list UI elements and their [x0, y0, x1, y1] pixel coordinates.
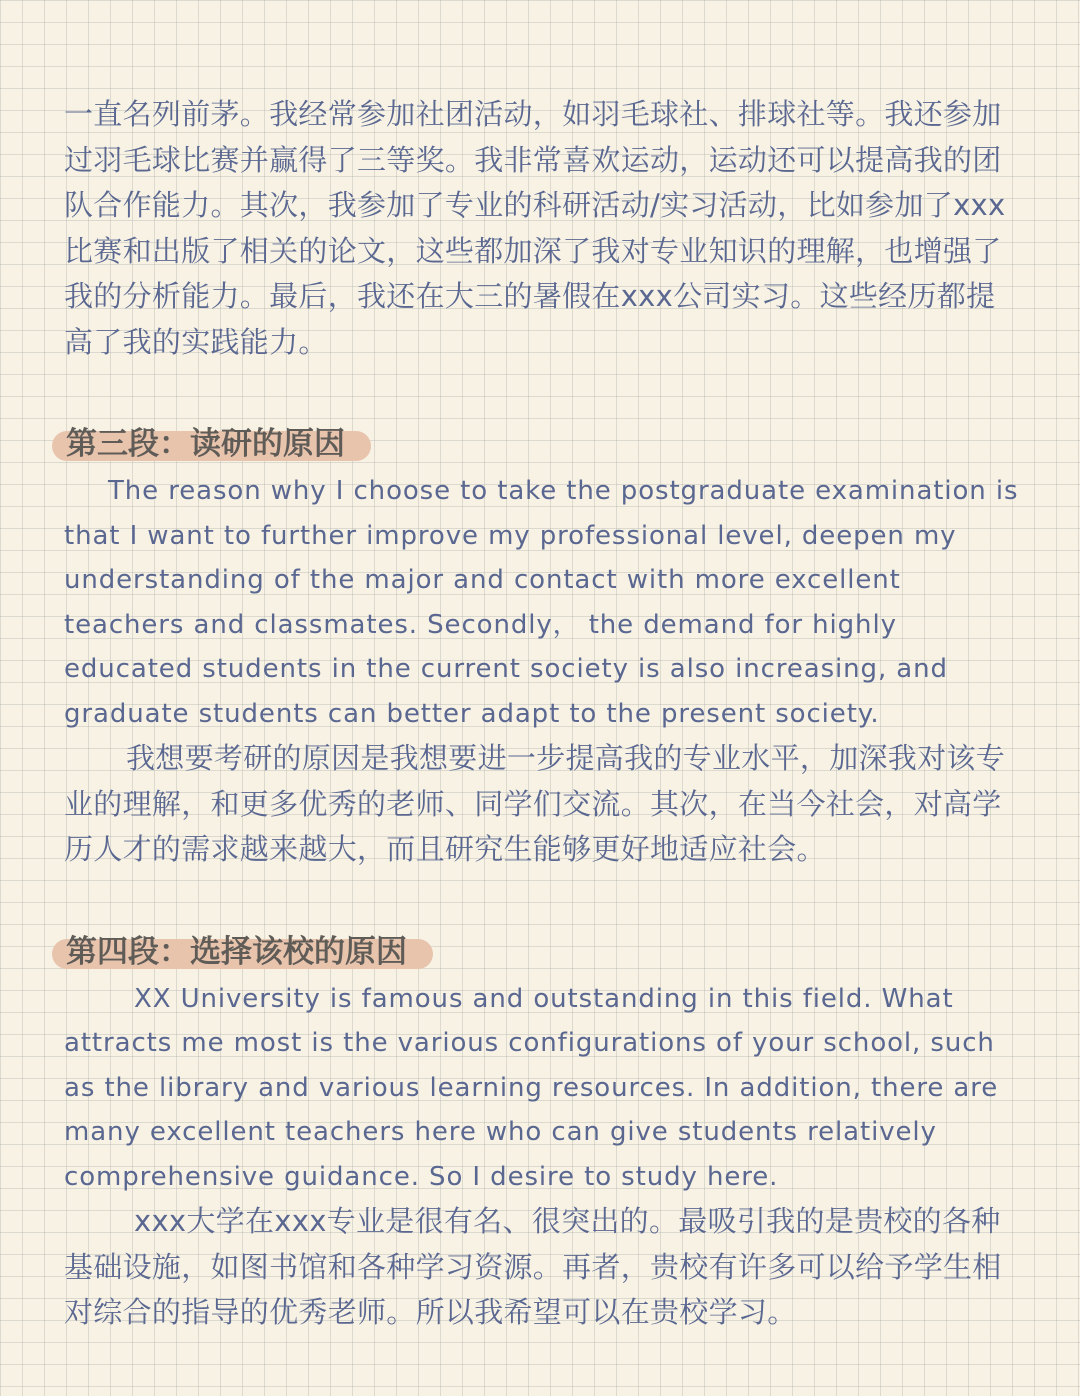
essay-page	[64, 92, 1024, 1336]
section-3	[64, 423, 1024, 873]
section-4-english-paragraph: XX University is famous and outstanding in this field. What attracts me most is the various configurations of your school, such as the library and various learning resources. In addition, there are many excellent teachers here who can give students relatively comprehensive guidance. So I desire to study here.	[64, 983, 999, 1192]
section-4-chinese-paragraph: xxx大学在xxx专业是很有名、很突出的。最吸引我的是贵校的各种基础设施，如图书馆和各种学习资源。再者，贵校有许多可以给予学生相对综合的指导的优秀老师。所以我希望可以在贵校学习。	[64, 1204, 1002, 1329]
section-3-english-paragraph: The reason why I choose to take the postgraduate examination is that I want to further improve my professional level, deepen my understanding of the major and contact with more excellent teachers and classmates. Secondly， the demand for highly educated students in the current society is also increasing, and graduate students can better adapt to the present society.	[64, 476, 1019, 729]
section-3-heading: 第三段：读研的原因	[64, 423, 371, 465]
intro-paragraph: 一直名列前茅。我经常参加社团活动，如羽毛球社、排球社等。我还参加过羽毛球比赛并赢得了三等奖。我非常喜欢运动，运动还可以提高我的团队合作能力。其次，我参加了专业的科研活动/实习活动，比如参加了xxx比赛和出版了相关的论文，这些都加深了我对专业知识的理解，也增强了我的分析能力。最后，我还在大三的暑假在xxx公司实习。这些经历都提高了我的实践能力。	[64, 97, 1006, 359]
section-4-heading: 第四段：选择该校的原因	[64, 931, 433, 973]
section-3-chinese-paragraph: 我想要考研的原因是我想要进一步提高我的专业水平，加深我对该专业的理解，和更多优秀的老师、同学们交流。其次，在当今社会，对高学历人才的需求越来越大，而且研究生能够更好地适应社会。	[64, 741, 1006, 866]
section-4	[64, 931, 1024, 1336]
